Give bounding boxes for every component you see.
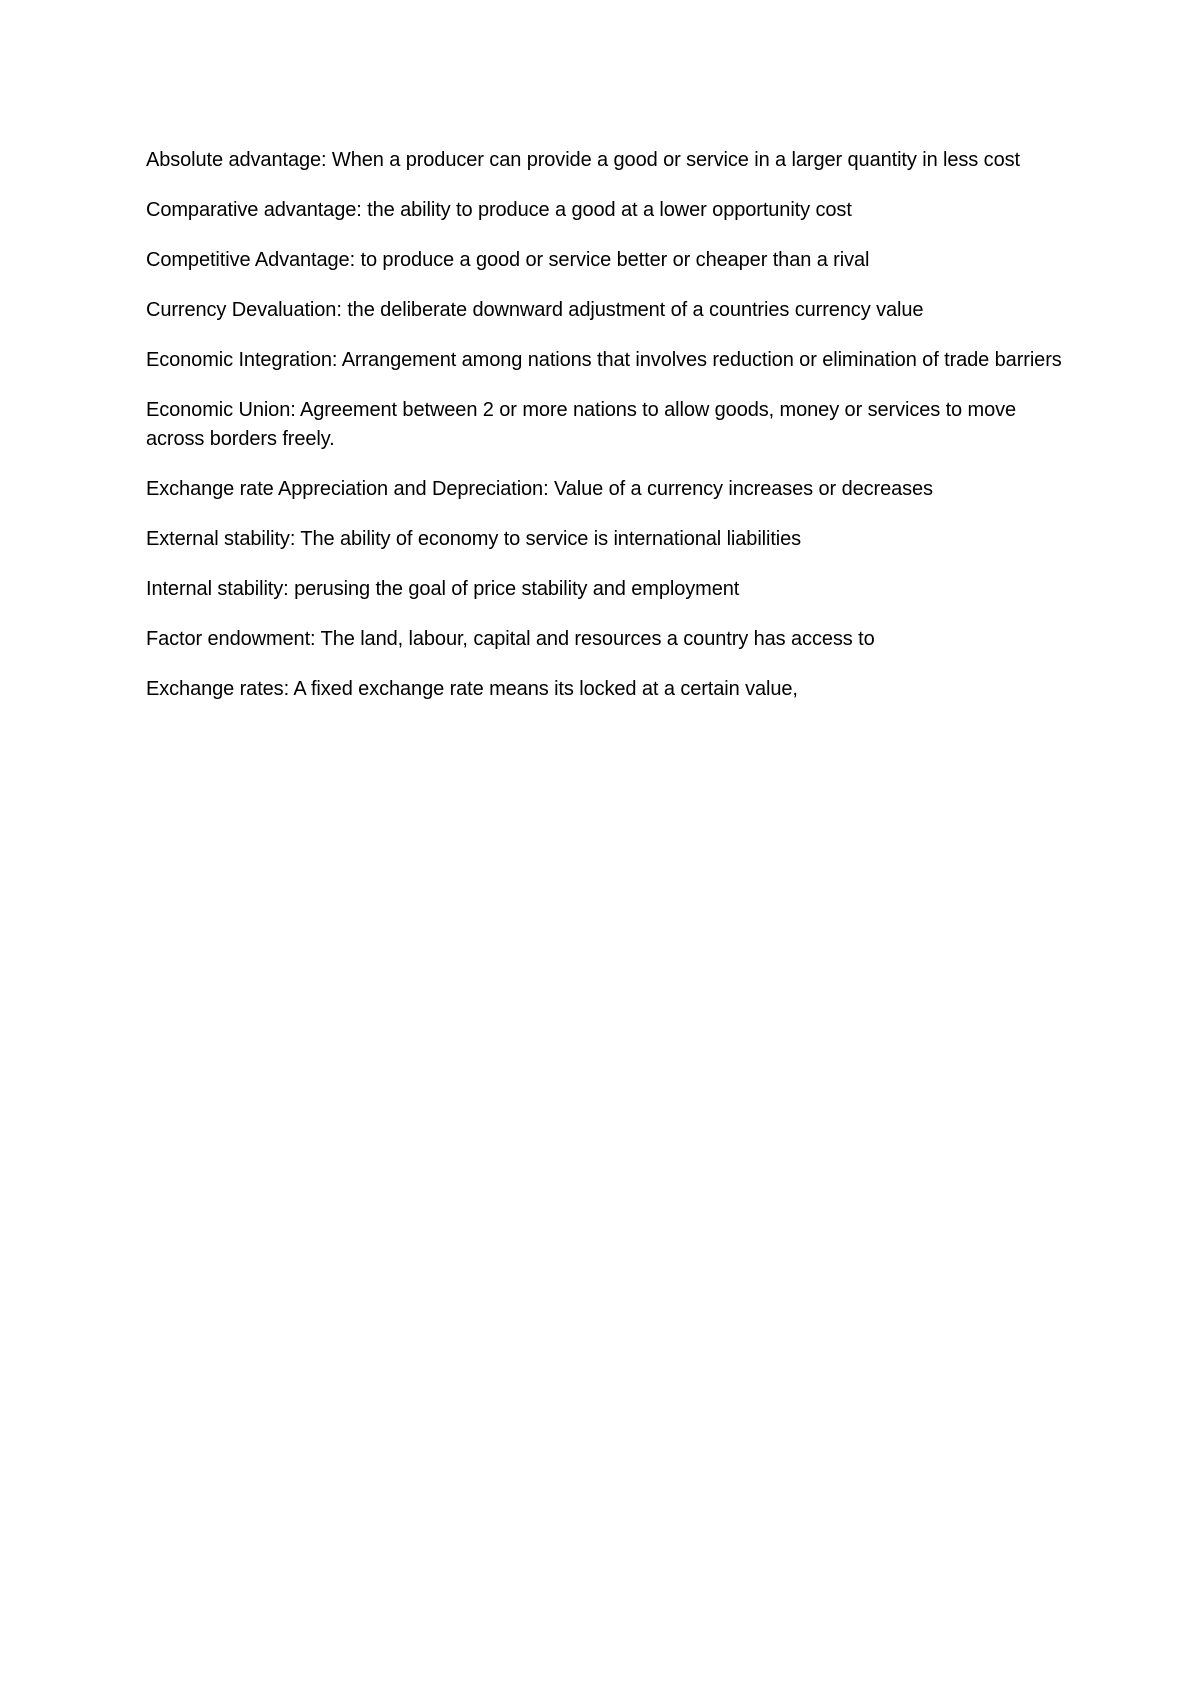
definition-competitive-advantage: Competitive Advantage: to produce a good or service better or cheaper than a rival [146, 249, 870, 271]
definition-factor-endowment: Factor endowment: The land, labour, capital and resources a country has access to [146, 628, 875, 650]
definition-currency-devaluation: Currency Devaluation: the deliberate downward adjustment of a countries currency value [146, 299, 924, 321]
definition-economic-integration: Economic Integration: Arrangement among nations that involves reduction or elimination of trade barriers [146, 349, 1062, 371]
definition-internal-stability: Internal stability: perusing the goal of price stability and employment [146, 578, 740, 600]
definition-exchange-rate-appreciation: Exchange rate Appreciation and Depreciation: Value of a currency increases or decreases [146, 478, 933, 500]
definition-economic-union: Economic Union: Agreement between 2 or more nations to allow goods, money or services to move across borders freely. [146, 399, 1017, 450]
definition-exchange-rates: Exchange rates: A fixed exchange rate means its locked at a certain value, [146, 678, 798, 700]
definition-external-stability: External stability: The ability of economy to service is international liabilities [146, 528, 802, 550]
definition-absolute-advantage: Absolute advantage: When a producer can provide a good or service in a larger quantity in less cost [146, 149, 1020, 171]
definition-comparative-advantage: Comparative advantage: the ability to produce a good at a lower opportunity cost [146, 199, 852, 221]
definitions-list [146, 146, 1066, 725]
